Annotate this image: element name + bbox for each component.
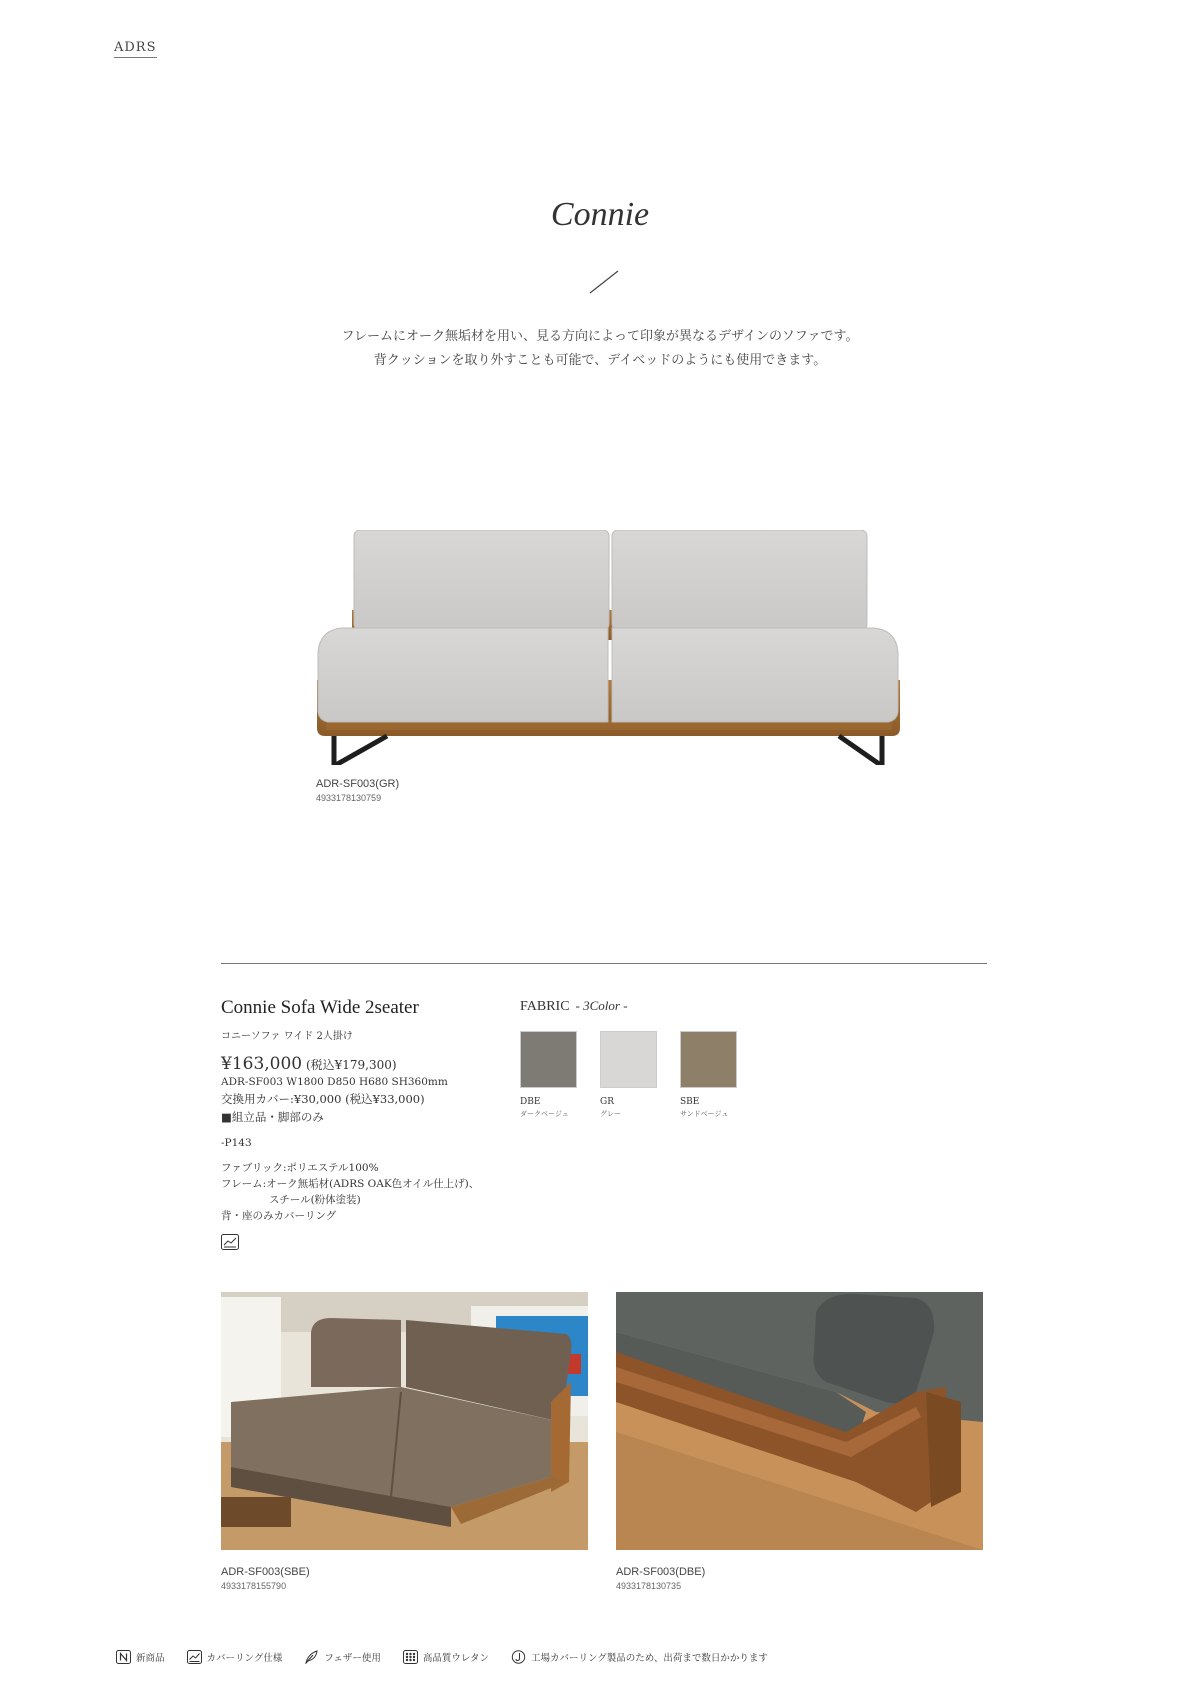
swatch-color <box>520 1031 577 1088</box>
room-photo-sbe <box>221 1292 588 1550</box>
swatch-code: SBE <box>680 1097 700 1107</box>
covering-icon <box>187 1650 202 1664</box>
legend-label: 工場カバーリング製品のため、出荷まで数日かかります <box>530 1653 768 1664</box>
product-info <box>221 997 521 1250</box>
swatch-code: DBE <box>520 1097 541 1107</box>
cover-price: 交換用カバー:¥30,000 (税込¥33,000) <box>221 1092 425 1106</box>
legend-covering <box>187 1650 283 1664</box>
hero-sofa-image <box>312 530 902 765</box>
fabric-label: FABRIC <box>520 999 570 1014</box>
material-frame: フレーム:オーク無垢材(ADRS OAK色オイル仕上げ)、 <box>221 1178 480 1190</box>
feather-icon <box>304 1650 319 1664</box>
price <box>221 1054 521 1074</box>
brand-logo: ADRS <box>114 40 157 58</box>
material-fabric: ファブリック:ポリエステル100% <box>221 1162 379 1174</box>
photo-jan-sbe: 4933178155790 <box>221 1581 287 1591</box>
icon-legend <box>116 1650 768 1664</box>
section-divider <box>221 963 987 964</box>
price-tax: (税込¥179,300) <box>302 1058 397 1072</box>
swatch-color <box>600 1031 657 1088</box>
series-title: Connie <box>550 196 650 233</box>
covering-icon <box>221 1234 239 1250</box>
legend-label: フェザー使用 <box>324 1653 381 1664</box>
swatch-color <box>680 1031 737 1088</box>
swatch-gr[interactable] <box>600 1031 657 1119</box>
lead-text <box>0 325 1200 373</box>
photo-code-dbe: ADR-SF003(DBE) <box>616 1566 706 1578</box>
hero-caption <box>316 778 399 803</box>
covering-note: 背・座のみカバーリング <box>221 1210 337 1222</box>
lead-line-2: 背クッションを取り外すことも可能で、デイベッドのようにも使用できます。 <box>373 353 827 368</box>
photo-caption-dbe <box>616 1566 705 1591</box>
fabric-title <box>520 998 737 1015</box>
legend-label: カバーリング仕様 <box>206 1653 283 1664</box>
detail-photo-dbe <box>616 1292 983 1550</box>
page-reference: -P143 <box>221 1137 252 1149</box>
legend-new-product <box>116 1650 165 1664</box>
slash-divider <box>588 270 620 294</box>
fabric-count: - 3Color - <box>575 998 628 1013</box>
photo-code-sbe: ADR-SF003(SBE) <box>221 1566 310 1578</box>
swatch-name: サンドベージュ <box>680 1110 729 1118</box>
swatch-name: グレー <box>600 1110 621 1118</box>
assembly-note: ■組立品・脚部のみ <box>221 1110 324 1124</box>
product-name-jp: コニーソファ ワイド 2人掛け <box>221 1031 353 1042</box>
product-name: Connie Sofa Wide 2seater <box>221 997 419 1018</box>
hero-jan-code: 4933178130759 <box>316 793 382 803</box>
product-spec: ADR-SF003 W1800 D850 H680 SH360mm <box>221 1076 448 1088</box>
legend-label: 高品質ウレタン <box>422 1653 489 1664</box>
fabric-section <box>520 998 737 1119</box>
urethane-icon <box>403 1650 418 1664</box>
legend-urethane <box>403 1650 489 1664</box>
swatch-sbe[interactable] <box>680 1031 737 1119</box>
legend-factory-covering <box>511 1650 768 1664</box>
swatch-dbe[interactable] <box>520 1031 577 1119</box>
legend-label: 新商品 <box>136 1653 165 1664</box>
new-product-icon <box>116 1650 131 1664</box>
factory-covering-icon <box>511 1650 526 1664</box>
lead-line-1: フレームにオーク無垢材を用い、見る方向によって印象が異なるデザインのソファです。 <box>341 329 859 344</box>
photo-caption-sbe <box>221 1566 310 1591</box>
swatch-code: GR <box>600 1097 614 1107</box>
swatch-name: ダークベージュ <box>520 1110 569 1118</box>
hero-product-code: ADR-SF003(GR) <box>316 778 400 790</box>
material-steel: スチール(粉体塗装) <box>269 1194 361 1206</box>
photo-jan-dbe: 4933178130735 <box>616 1581 682 1591</box>
legend-feather <box>304 1650 381 1664</box>
price-main: ¥163,000 <box>221 1054 303 1074</box>
